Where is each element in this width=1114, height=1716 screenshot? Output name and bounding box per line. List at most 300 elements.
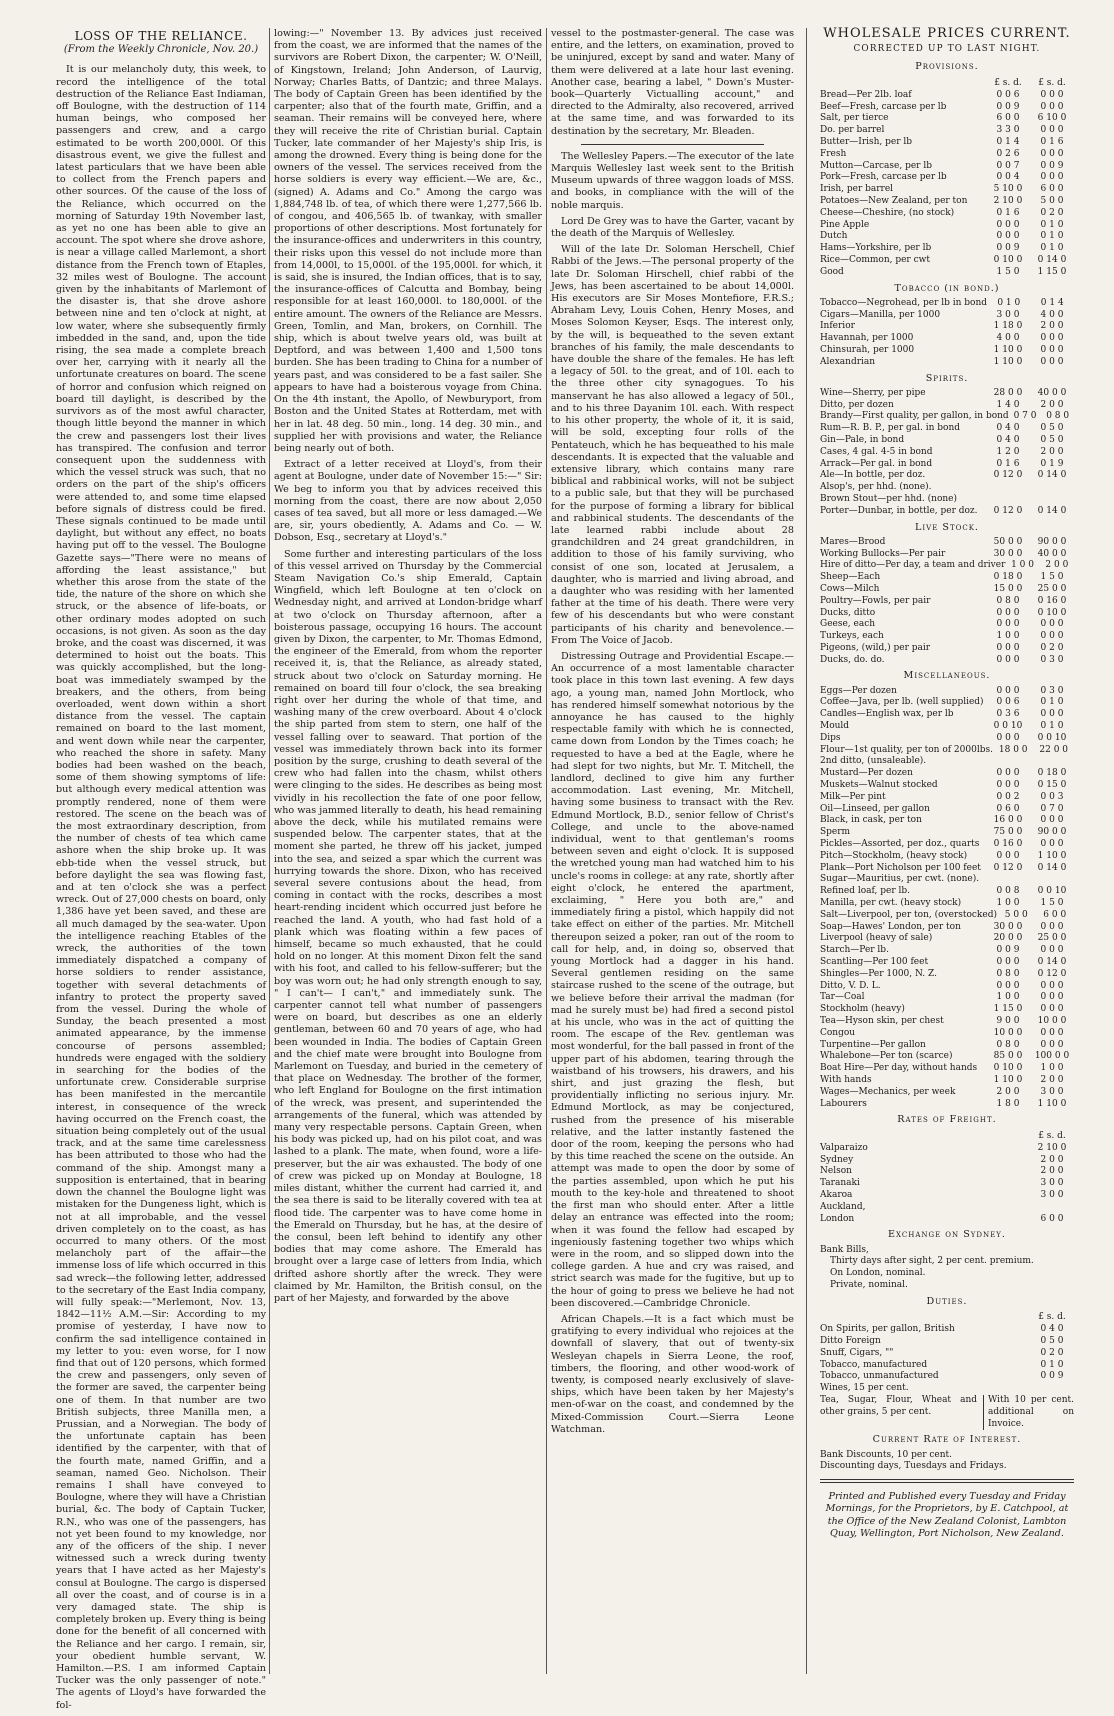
price-item: Pork—Fresh, carcase per lb bbox=[820, 172, 947, 183]
price-to: 1 10 0 bbox=[1037, 850, 1067, 861]
price-from: 85 0 0 bbox=[993, 1051, 1023, 1062]
paragraph: lowing:—" November 13. By advices just received from the coast, we are informed that the names of the survivors are Robert Dixon, the carpenter; W. O'Neill, of Kingstown, Ireland; John Anderson, of Laurvig, Norway; Charles Batts, of Dantzic; and three Malays. The body of Captain Green has been identified by the carpenter; also that of the fourth mate, Griffin, and a seaman. Their remains will be conveyed here, where they will receive the rite of Christian burial. Captain Tucker, late commander of her Majesty's ship Iris, is among the drowned. Every thing is being done for the owners of the vessel. The services received from the horse soldiers is every way efficient.—We are, &c., (signed) A. Adams and Co." Among the cargo was 1,884,748 lb. of tea, of which there were 1,277,566 lb. of congou, and 406,565 lb. of twankay, with smaller proportions of other descriptions. Most fortunately for the insurance-offices and underwriters in this country, their risks upon this vessel do not include more than from 14,000l, to 15,000l. of the 195,000l. for which, it is said, she is insured, the Indian offices, that is to say, the insurance-offices of Calcutta and Bombay, being responsible for at least 160,000l. to 180,000l. of the entire amount. The owners of the Reliance are Messrs. Green, Tomlin, and Man, brokers, on Cornhill. The ship, which is about twelve years old, was built at Deptford, and was between 1,400 and 1,500 tons burden. She has been trading to China for a number of years past, and was considered to be a fast sailer. She appears to have had a boisterous voyage from China. On the 4th instant, the Apollo, of Newburyport, from Boston and the United States at Rotterdam, met with her in lat. 48 deg. 50 min., long. 14 deg. 30 min., and supplied her with provisions and water, the Reliance being nearly out of both. bbox=[274, 28, 543, 454]
price-row bbox=[820, 815, 1074, 827]
price-row bbox=[820, 851, 1074, 863]
price-item: Brown Stout—per hhd. (none) bbox=[820, 493, 957, 504]
price-to: 1 0 0 bbox=[1040, 1063, 1064, 1074]
price-to: 25 0 0 bbox=[1037, 933, 1067, 944]
price-from: 0 0 9 bbox=[1040, 1371, 1064, 1382]
price-table bbox=[820, 686, 1074, 1111]
paragraph-distressing-outrage: Distressing Outrage and Providential Escape.—An occurrence of a most lamentable character took place in this town last evening. A few days ago, a young man, named John Mortlock, who has rendered himself somewhat notorious by the annoyance he has caused to the highly respectable family with which he is connected, came down from London by the Times coach; he requested to have a bed at the Eagle, where he had slept for two nights, but Mr. T. Mitchell, the landlord, declined to give him any further accommodation. Last evening, Mr. Mitchell, having some business to transact with the Rev. Edmund Mortlock, B.D., senior fellow of Christ's College, and uncle to the above-named individual, went to that gentleman's rooms between seven and eight o'clock. It is supposed the wretched young man had watched him to his uncle's rooms in college: at any rate, shortly after eight o'clock, he entered the apartment, exclaiming, " Here you both are," and immediately firing a pistol, which happily did not take effect on either of the parties. Mr. Mitchell thereupon seized a poker, ran out of the room to call for help, and, in doing so, observed that young Mortlock had a dagger in his hand. Several gentlemen residing on the same staircase rushed to the scene of the outrage, but we believe before their arrival the madman (for mad he surely must be) had fired a second pistol at his uncle, who was in the act of quitting the room. The escape of the Rev. gentleman was most wonderful, for the ball passed in front of the upper part of his abdomen, tearing through the waistband of his trowsers, his drawers, and his shirt, and just grazing the flesh, but providentially inflicting no serious injury. Mr. Edmund Mortlock, as may be conjectured, rushed from the presence of his miserable relative, and the latter instantly fastened the door of the room, keeping the persons who had by this time reached the scene on the outside. An attempt was made to open the door by some of the parties assembled, upon which he put his mouth to the key-hole and threatened to shoot the first man who should enter. After a little delay an entrance was effected into the room; when it was found the fellow had escaped by ingeniously fastening together two whips which were in the room, and so slipped down into the college garden. A hue and cry was raised, and strict search was made for the fugitive, but up to the hour of going to press we believe he had not been discovered.—Cambridge Chronicle. bbox=[551, 650, 794, 1309]
price-item: Pickles—Assorted, per doz., quarts bbox=[820, 839, 980, 850]
paragraph-african-chapels: African Chapels.—It is a fact which must be gratifying to every individual who rejoices at the downfall of slavery, that out of twenty-six Wesleyan chapels in Sierra Leone, the roof, timbers, the flooring, and other wood-work of twenty, is composed nearly exclusively of slave-ships, which have been taken by her Majesty's men-of-war on the coast, and condemned by the Mixed-Commission Court.—Sierra Leone Watchman. bbox=[551, 1313, 794, 1435]
price-to: 0 0 10 bbox=[1037, 886, 1067, 897]
price-item: Hire of ditto—Per day, a team and driver bbox=[820, 560, 1006, 571]
price-from: 0 1 4 bbox=[996, 137, 1020, 147]
price-to: 3 0 0 bbox=[1040, 1086, 1064, 1097]
article-source: (From the Weekly Chronicle, Nov. 20.) bbox=[63, 44, 259, 56]
section-heading: Live Stock. bbox=[915, 521, 979, 533]
price-from: 0 0 0 bbox=[996, 980, 1020, 991]
price-from: 0 0 2 bbox=[996, 791, 1020, 802]
price-table bbox=[820, 298, 1074, 369]
price-row bbox=[820, 957, 1074, 969]
price-item: Cows—Milch bbox=[820, 583, 880, 594]
price-to bbox=[1030, 756, 1074, 768]
price-from: 3 3 0 bbox=[996, 125, 1020, 136]
price-table bbox=[820, 537, 1074, 667]
price-row bbox=[820, 494, 1074, 506]
price-to: 1 10 0 bbox=[1037, 1098, 1067, 1109]
price-row bbox=[820, 933, 1074, 945]
price-item: Alexandrian bbox=[820, 356, 876, 367]
price-item: Ditto, V. D. L. bbox=[820, 980, 881, 991]
price-from: 0 8 0 bbox=[996, 968, 1020, 979]
price-from: 0 18 0 bbox=[993, 572, 1023, 583]
paragraph: Lord De Grey was to have the Garter, vacant by the death of the Marquis of Wellesley. bbox=[551, 215, 794, 240]
price-row bbox=[820, 243, 1074, 255]
price-from: 1 15 0 bbox=[993, 1004, 1023, 1015]
price-item: Turpentine—Per gallon bbox=[820, 1039, 926, 1050]
price-item: Havannah, per 1000 bbox=[820, 333, 914, 344]
price-from: 0 0 4 bbox=[996, 172, 1020, 183]
price-item: Black, in cask, per ton bbox=[820, 815, 922, 826]
section-heading: Tobacco (in bond.) bbox=[894, 282, 1000, 294]
price-from: 0 0 9 bbox=[996, 243, 1020, 254]
exchange-line: On London, nominal. bbox=[830, 1268, 926, 1279]
price-row bbox=[820, 1155, 1074, 1167]
price-row bbox=[820, 1336, 1074, 1348]
price-to: 40 0 0 bbox=[1037, 548, 1067, 559]
price-from: 1 0 0 bbox=[996, 992, 1020, 1003]
price-row bbox=[820, 756, 1074, 768]
price-from: 0 2 0 bbox=[1040, 1347, 1064, 1358]
price-row bbox=[820, 423, 1074, 435]
price-row bbox=[820, 321, 1074, 333]
price-row bbox=[820, 113, 1074, 125]
ad-valorem: Tea, Sugar, Flour, Wheat and other grains, 5 per cent. With 10 per cent. additional on Invoice. bbox=[820, 1394, 1074, 1429]
price-item: Wines, 15 per cent. bbox=[820, 1383, 909, 1394]
price-item: Ducks, ditto bbox=[820, 607, 876, 618]
price-item: Milk—Per pint bbox=[820, 791, 886, 802]
price-row bbox=[820, 1214, 1074, 1226]
price-from: 1 10 0 bbox=[993, 344, 1023, 355]
price-row bbox=[820, 721, 1074, 733]
price-row bbox=[820, 608, 1074, 620]
price-item: Mutton—Carcase, per lb bbox=[820, 160, 932, 171]
interest-line: Bank Discounts, 10 per cent. bbox=[820, 1449, 953, 1460]
price-row bbox=[820, 572, 1074, 584]
duties-table bbox=[820, 1324, 1074, 1395]
price-item: Shingles—Per 1000, N. Z. bbox=[820, 968, 937, 979]
price-row bbox=[820, 220, 1074, 232]
price-to: 0 14 0 bbox=[1037, 505, 1067, 516]
exchange-line: Private, nominal. bbox=[830, 1279, 908, 1290]
price-from: 0 0 0 bbox=[996, 607, 1020, 618]
column-rule bbox=[546, 28, 547, 1674]
price-to: 2 0 0 bbox=[1040, 321, 1064, 332]
column-2 bbox=[274, 28, 542, 1309]
price-row bbox=[820, 90, 1074, 102]
price-row bbox=[820, 780, 1074, 792]
price-item: Porter—Dunbar, in bottle, per doz. bbox=[820, 505, 978, 516]
price-row bbox=[820, 388, 1074, 400]
price-from: 30 0 0 bbox=[993, 548, 1023, 559]
price-to: 2 0 0 bbox=[1040, 399, 1064, 410]
price-row bbox=[820, 255, 1074, 267]
price-item: Mustard—Per dozen bbox=[820, 768, 913, 779]
price-item: Cigars—Manilla, per 1000 bbox=[820, 309, 941, 320]
price-row bbox=[820, 208, 1074, 220]
price-row bbox=[820, 560, 1074, 572]
prices-current bbox=[820, 28, 1074, 1540]
section-heading: Spirits. bbox=[925, 372, 969, 384]
price-from: 0 1 0 bbox=[997, 297, 1021, 308]
price-from: 0 5 0 bbox=[1040, 1335, 1064, 1346]
price-from: 30 0 0 bbox=[993, 921, 1023, 932]
column-rule bbox=[269, 28, 270, 1674]
price-from: 0 4 0 bbox=[996, 434, 1020, 445]
price-to: 0 0 0 bbox=[1040, 333, 1064, 344]
price-item: London bbox=[820, 1213, 855, 1224]
column-3 bbox=[551, 28, 794, 1440]
price-to: 0 1 9 bbox=[1040, 458, 1064, 469]
price-row bbox=[820, 827, 1074, 839]
price-from: 20 0 0 bbox=[993, 933, 1023, 944]
price-to: 0 0 0 bbox=[1040, 1004, 1064, 1015]
price-item: Candles—English wax, per lb bbox=[820, 709, 954, 720]
price-to: 0 0 0 bbox=[1040, 839, 1064, 850]
price-row bbox=[820, 1383, 1074, 1395]
price-row bbox=[820, 643, 1074, 655]
price-row bbox=[820, 631, 1074, 643]
price-row bbox=[820, 1028, 1074, 1040]
price-item: Whalebone—Per ton (scarce) bbox=[820, 1051, 953, 1062]
price-to: 0 10 0 bbox=[1037, 607, 1067, 618]
price-from: 0 0 0 bbox=[996, 231, 1020, 242]
price-to: 1 5 0 bbox=[1040, 572, 1064, 583]
price-row bbox=[820, 1360, 1074, 1372]
price-to: 1 5 0 bbox=[1040, 898, 1064, 909]
price-from: 0 12 0 bbox=[993, 862, 1023, 873]
price-from: 1 18 0 bbox=[993, 321, 1023, 332]
price-item: Alsop's, per hhd. (none). bbox=[820, 482, 932, 493]
price-to: 0 3 0 bbox=[1040, 685, 1064, 696]
price-from: 4 0 0 bbox=[996, 333, 1020, 344]
price-row bbox=[820, 267, 1074, 279]
price-row bbox=[820, 298, 1074, 310]
price-from: 0 0 0 bbox=[996, 619, 1020, 630]
prices-title: WHOLESALE PRICES CURRENT. bbox=[823, 26, 1071, 41]
price-item: Irish, per barrel bbox=[820, 184, 894, 195]
price-row bbox=[820, 886, 1074, 898]
price-from: 0 0 0 bbox=[996, 685, 1020, 696]
price-item: Wine—Sherry, per pipe bbox=[820, 387, 926, 398]
price-item: 2nd ditto, (unsaleable). bbox=[820, 756, 927, 767]
price-to: 0 0 0 bbox=[1040, 1027, 1064, 1038]
price-row bbox=[820, 172, 1074, 184]
price-from: 0 0 7 bbox=[996, 160, 1020, 171]
price-from bbox=[1030, 1202, 1074, 1214]
price-row bbox=[820, 1063, 1074, 1075]
price-from: 2 0 0 bbox=[996, 1086, 1020, 1097]
price-row bbox=[820, 768, 1074, 780]
price-from: 0 0 0 bbox=[996, 732, 1020, 743]
price-item: Congou bbox=[820, 1027, 856, 1038]
price-from: 0 0 0 bbox=[996, 850, 1020, 861]
section-heading: Rates of Freight. bbox=[897, 1114, 997, 1126]
price-row bbox=[820, 804, 1074, 816]
price-row bbox=[820, 1087, 1074, 1099]
price-item: Boat Hire—Per day, without hands bbox=[820, 1063, 978, 1074]
price-item: Coffee—Java, per lb. (well supplied) bbox=[820, 697, 984, 708]
price-item: Ale—In bottle, per doz. bbox=[820, 470, 926, 481]
price-from: 28 0 0 bbox=[993, 387, 1023, 398]
price-item: Auckland, bbox=[820, 1201, 866, 1212]
section-heading: Miscellaneous. bbox=[903, 670, 991, 682]
price-item: Rice—Common, per cwt bbox=[820, 254, 930, 265]
price-from: 0 0 0 bbox=[996, 219, 1020, 230]
price-from: 0 16 0 bbox=[993, 839, 1023, 850]
price-item: Potatoes—New Zealand, per ton bbox=[820, 195, 968, 206]
price-from: 0 0 9 bbox=[996, 945, 1020, 956]
price-item: Stockholm (heavy) bbox=[820, 1004, 905, 1015]
price-row bbox=[820, 1202, 1074, 1214]
price-item: Tobacco, unmanufactured bbox=[820, 1371, 939, 1382]
price-to: 0 16 0 bbox=[1037, 595, 1067, 606]
price-item: Good bbox=[820, 266, 844, 277]
price-to: 0 0 0 bbox=[1040, 148, 1064, 159]
price-item: Salt, per tierce bbox=[820, 113, 889, 124]
price-from bbox=[986, 494, 1030, 506]
price-from: 0 1 0 bbox=[1040, 1359, 1064, 1370]
price-to: 6 10 0 bbox=[1037, 113, 1067, 124]
price-to: 0 14 0 bbox=[1037, 254, 1067, 265]
price-row bbox=[820, 863, 1074, 875]
money-header: £ s. d. bbox=[1038, 1311, 1066, 1322]
price-item: Flour—1st quality, per ton of 2000lbs. bbox=[820, 744, 993, 755]
price-from: 6 0 0 bbox=[996, 113, 1020, 124]
price-to: 100 0 0 bbox=[1034, 1051, 1070, 1062]
price-to: 0 15 0 bbox=[1037, 780, 1067, 791]
price-item: With hands bbox=[820, 1074, 872, 1085]
price-from: 0 10 0 bbox=[993, 1063, 1023, 1074]
price-to: 0 0 0 bbox=[1040, 101, 1064, 112]
price-from bbox=[986, 482, 1030, 494]
price-item: Arrack—Per gal. in bond bbox=[820, 458, 933, 469]
price-to: 0 0 0 bbox=[1040, 356, 1064, 367]
price-to: 5 0 0 bbox=[1040, 195, 1064, 206]
price-item: Fresh bbox=[820, 148, 847, 159]
price-to: 0 7 0 bbox=[1040, 803, 1064, 814]
price-to bbox=[1030, 874, 1074, 886]
price-item: Pigeons, (wild,) per pair bbox=[820, 642, 931, 653]
price-to: 0 1 0 bbox=[1040, 243, 1064, 254]
price-row bbox=[820, 1051, 1074, 1063]
price-item: Labourers bbox=[820, 1098, 867, 1109]
price-row bbox=[820, 435, 1074, 447]
price-item: Turkeys, each bbox=[820, 631, 884, 642]
price-item: Dips bbox=[820, 732, 841, 743]
price-item: Working Bullocks—Per pair bbox=[820, 548, 946, 559]
price-row bbox=[820, 733, 1074, 745]
price-to: 0 2 0 bbox=[1040, 207, 1064, 218]
price-row bbox=[820, 1324, 1074, 1336]
price-from: 3 0 0 bbox=[1040, 1189, 1064, 1200]
price-to: 0 1 0 bbox=[1040, 231, 1064, 242]
price-from: 5 0 0 bbox=[1004, 909, 1028, 920]
price-table bbox=[820, 388, 1074, 518]
price-from: 0 0 6 bbox=[996, 697, 1020, 708]
paragraph: Some further and interesting particulars of the loss of this vessel arrived on Thursday by the Commercial Steam Navigation Co.'s ship Emerald, Captain Wingfield, which left Boulogne at ten o'clock on Wednesday night, and arrived at London-bridge wharf at two o'clock on Thursday afternoon, after a boisterous passage, occupying 16 hours. The account given by Dixon, the carpenter, to Mr. Thomas Edmond, the engineer of the Emerald, from whom the reporter received it, is, that the Reliance, as already stated, struck about two o'clock on Saturday morning. He remained on board till four o'clock, the sea breaking right over her during the whole of that time, and washing many of the crew overboard. About 4 o'clock the ship parted from stem to stern, one half of the vessel falling over to seaward. That portion of the vessel was immediately thrown back into its former position by the surge, crushing to death several of the crew who had fallen into the chasm, whilst others were clinging to the sides. He describes as being most vividly in his recollection the fate of one poor fellow, who was jammed literally to death, his head remaining above the deck, while his mutilated remains were suspended below. The carpenter states, that at the moment she parted, he threw off his jacket, jumped into the sea, and seized a spar which the current was hurrying towards the shore. Dixon, who has received several severe contusions about the head, from coming in contact with the rocks, describes a most heart-rending incident which occurred just before he reached the land. A youth, who had fast hold of a plank which was floating within a few paces of himself, became so much exhausted, that he could hold on no longer. At this moment Dixon felt the sand with his foot, and called to his fellow-sufferer; but the boy was worn out; he had only strength enough to say, " I can't— I can't," and immediately sunk. The carpenter cannot tell what number of passengers were on board, but describes as one an elderly gentleman, between 60 and 70 years of age, who had been wounded in India. The bodies of Captain Green and the chief mate were brought into Boulogne from Marlemont on Tuesday, and buried in the cemetery of that place on Wednesday. The brother of the former, who left England for Boulogne on the first intimation of the wreck, was present, and superintended the arrangements of the funeral, which was attended by many very respectable persons. Captain Green, when his body was picked up, had on his pilot coat, and was lashed to a plank. The mate, when found, wore a life-preserver, but the air was exhausted. The body of one of crew was picked up on Monday at Boulogne, 18 miles distant, whither the current had carried it, and the sea there is said to be literally covered with tea at flood tide. The carpenter was to have come home in the Emerald on Thursday, but he has, at the desire of the consul, been left behind to identify any other bodies that may come ashore. The Emerald has brought over a large case of letters from India, which drifted ashore shortly after the wreck. They were claimed by Mr. Hamilton, the British consul, on the part of her Majesty, and forwarded by the above bbox=[274, 548, 542, 1304]
price-to: 0 0 3 bbox=[1040, 791, 1064, 802]
price-item: Ducks, do. do. bbox=[820, 654, 885, 665]
price-to: 0 1 0 bbox=[1040, 219, 1064, 230]
price-from: 0 0 0 bbox=[996, 768, 1020, 779]
price-item: Tar—Coal bbox=[820, 992, 865, 1003]
price-to: 0 0 0 bbox=[1040, 945, 1064, 956]
price-row bbox=[820, 596, 1074, 608]
price-to: 0 5 0 bbox=[1040, 434, 1064, 445]
price-row bbox=[820, 1190, 1074, 1202]
column-1 bbox=[56, 28, 266, 1716]
price-item: Cases, 4 gal. 4-5 in bond bbox=[820, 446, 933, 457]
price-to: 0 3 0 bbox=[1040, 654, 1064, 665]
price-row bbox=[820, 839, 1074, 851]
price-row bbox=[820, 1178, 1074, 1190]
price-from: 9 0 0 bbox=[996, 1016, 1020, 1026]
price-item: Butter—Irish, per lb bbox=[820, 137, 913, 147]
price-item: Brandy—First quality, per gallon, in bond bbox=[820, 411, 1009, 422]
price-row bbox=[820, 482, 1074, 494]
price-row bbox=[820, 1099, 1074, 1111]
price-from: 1 10 0 bbox=[993, 1074, 1023, 1085]
price-row bbox=[820, 549, 1074, 561]
price-item: Chinsurah, per 1000 bbox=[820, 344, 915, 355]
price-item: Scantling—Per 100 feet bbox=[820, 957, 929, 968]
price-item: Eggs—Per dozen bbox=[820, 685, 897, 696]
price-from: 1 5 0 bbox=[996, 266, 1020, 277]
price-from: 0 12 0 bbox=[993, 505, 1023, 516]
price-row bbox=[820, 184, 1074, 196]
price-from bbox=[1030, 1383, 1074, 1395]
price-to: 90 0 0 bbox=[1037, 827, 1067, 838]
paragraph: It is our melancholy duty, this week, to record the intelligence of the total destruction of the Reliance East Indiaman, off Boulogne, with the destruction of 114 human beings, who composed her passengers and crew, and a cargo estimated to be worth 200,000l. Of this disastrous event, we give the fullest and latest particulars that we have been able to collect from the French papers and other sources. Of the cause of the loss of the Reliance, which occurred on the morning of Saturday 19th November last, as yet no one has been able to give an account. The spot where she drove ashore, is near a village called Marlemont, a short distance from the French town of Etaples, 32 miles west of Boulogne. The account given by the inhabitants of Marlemont of the disaster is, that she drove ashore between nine and ten o'clock at night, at low water, where she subsequently firmly imbedded in the sand, and, upon the tide rising, the sea made a complete breach over her, carrying with it nearly all the unfortunate creatures on board. The scene of horror and confusion which reigned on board till daylight, is described by the survivors as of the most awful character, though little beyond the manner in which the crew and passengers lost their lives has transpired. The confusion and terror consequent upon the suddenness with which the vessel struck was such, that no orders on the part of the ship's officers were attended to, and some time elapsed before signals of distress could be fired. These signals continued to be made until daylight, but without any effect, no boats having put off to the vessel. The Boulogne Gazette says—"There were no means of affording the least assistance," but whether this arose from the state of the tide, the nature of the shore on which she struck, or the absence of life-boats, or other ordinary modes adopted on such occasions, is not given. As soon as the day broke, and the coast was discerned, it was determined to hoist out the boats. This was quickly accomplished, but the long-boat was immediately swamped by the breakers, and the others, from being overloaded, went down within a short distance from the vessel. The captain remained on board to the last moment, and went down while near the carpenter, who reached the shore in safety. Many bodies had been washed on the beach, some of them showing symptoms of life: but although every medical attention was promptly rendered, none of them were restored. The scene on the beach was of the most extraordinary description, from the number of chests of tea which came ashore when the ship broke up. It was ebb-tide when the vessel struck, but before daylight the sea was flowing fast, and at ten o'clock she was a perfect wreck. Out of 27,000 chests on board, only 1,386 have yet been saved, and these are all much damaged by the sea-water. Upon the intelligence reaching Etables of the wreck, the authorities of the town immediately dispatched a company of horse soldiers to render assistance, together with several detachments of infantry to protect the property saved from the vessel. During the whole of Sunday, the beach presented a most animated appearance, by the immense concourse of persons assembled; hundreds were engaged with the soldiery in searching for the bodies of the unfortunate crew. Considerable surprise has been manifested in the mercantile interest, in consequence of the wreck having occurred on the French coast, the situation being completely out of the usual track, and at the same time carelessness has been attributed to those who had the command of the ship. Amongst many a supposition is entertained, that in bearing down the channel the Boulogne light was mistaken for the Dungeness light, which is not at all improbable, and the vessel driven completely on to the coast, as has occurred to many others. Of the most melancholy part of the affair—the immense loss of life which occurred in this sad wreck—the following letter, addressed to the secretary of the East India company, will fully speak:—"Merlemont, Nov. 13, 1842—11½ A.M.—Sir: According to my promise of yesterday, I have now to confirm the sad intelligence contained in my letter to you: even worse, for I now find that out of 120 persons, which formed the crew and passengers, only seven of the former are saved, the carpenter being one of them. In that number are two British subjects, three Manilla men, a Prussian, and a Norwegian. The body of the unfortunate captain has been identified by the carpenter, with that of the fourth mate, named Griffin, and a seaman, named Geo. Nicholson. Their remains I shall have conveyed to Boulogne, where they will have a Christian burial, &c. The body of Captain Tucker, R.N., who was one of the passengers, has not yet been found to my knowledge, nor any of the officers of the ship. I never witnessed such a wreck during twenty years that I have acted as her Majesty's consul at Boulogne. The cargo is dispersed all over the coast, and of course is in a very damaged state. The ship is completely broken up. Every thing is being done for the benefit of all concerned with the Reliance and her cargo. I remain, sir, your obedient humble servant, W. Hamilton.—P.S. I am informed Captain Tucker was the only passenger of note." The agents of Lloyd's have forwarded the fol- bbox=[56, 64, 266, 1711]
price-item: Pine Apple bbox=[820, 219, 870, 230]
price-row bbox=[820, 149, 1074, 161]
price-to: 1 15 0 bbox=[1037, 266, 1067, 277]
price-item: Muskets—Walnut stocked bbox=[820, 780, 938, 791]
price-item: Salt—Liverpool, per ton, (overstocked) bbox=[820, 909, 997, 920]
price-item: Taranaki bbox=[820, 1178, 860, 1189]
price-to: 0 1 4 bbox=[1040, 297, 1064, 308]
price-from: 0 4 0 bbox=[996, 423, 1020, 434]
price-from: 0 2 6 bbox=[996, 148, 1020, 159]
price-to: 0 0 0 bbox=[1040, 344, 1064, 355]
price-row bbox=[820, 1143, 1074, 1155]
price-to: 0 14 0 bbox=[1037, 470, 1067, 481]
price-row bbox=[820, 1166, 1074, 1178]
exchange-line: Thirty days after sight, 2 per cent. premium. bbox=[830, 1256, 1034, 1267]
price-row bbox=[820, 619, 1074, 631]
exchange-line: Bank Bills, bbox=[820, 1244, 869, 1255]
price-from: 0 0 6 bbox=[996, 89, 1020, 100]
price-item: Manilla, per cwt. (heavy stock) bbox=[820, 898, 962, 909]
price-to: 0 0 0 bbox=[1040, 921, 1064, 932]
price-row bbox=[820, 459, 1074, 471]
price-from: 0 0 0 bbox=[996, 957, 1020, 968]
price-row bbox=[820, 357, 1074, 369]
price-item: Mares—Brood bbox=[820, 536, 886, 547]
price-from: 0 4 0 bbox=[1040, 1324, 1064, 1335]
money-header: £ s. d. bbox=[1038, 1130, 1066, 1141]
price-to: 0 0 10 bbox=[1037, 732, 1067, 743]
price-row bbox=[820, 1371, 1074, 1383]
price-item: Inferior bbox=[820, 321, 855, 332]
price-to bbox=[1030, 494, 1074, 506]
price-row bbox=[820, 1004, 1074, 1016]
price-row bbox=[820, 125, 1074, 137]
article-title: LOSS OF THE RELIANCE. bbox=[74, 29, 248, 43]
price-from: 1 0 0 bbox=[996, 631, 1020, 642]
price-item: Plank—Port Nicholson per 100 feet bbox=[820, 862, 981, 873]
price-to: 0 0 9 bbox=[1040, 160, 1064, 171]
price-row bbox=[820, 992, 1074, 1004]
price-row bbox=[820, 161, 1074, 173]
price-item: Tobacco—Negrohead, per lb in bond bbox=[820, 297, 988, 308]
price-row bbox=[820, 470, 1074, 482]
price-row bbox=[820, 1075, 1074, 1087]
price-row bbox=[820, 102, 1074, 114]
price-item: Tobacco, manufactured bbox=[820, 1359, 928, 1370]
price-to: 2 0 0 bbox=[1040, 446, 1064, 457]
price-item: Do. per barrel bbox=[820, 125, 885, 136]
price-item: Rum—R. B. P., per gal. in bond bbox=[820, 423, 961, 434]
price-from bbox=[986, 756, 1030, 768]
price-to: 0 0 0 bbox=[1040, 992, 1064, 1003]
price-item: Cheese—Cheshire, (no stock) bbox=[820, 207, 955, 218]
price-to: 0 0 0 bbox=[1040, 125, 1064, 136]
price-row bbox=[820, 686, 1074, 698]
price-item: Refined loaf, per lb. bbox=[820, 886, 910, 897]
price-to: 6 0 0 bbox=[1040, 184, 1064, 195]
price-to: 0 5 0 bbox=[1040, 423, 1064, 434]
price-item: Liverpool (heavy of sale) bbox=[820, 933, 933, 944]
price-item: Ditto Foreign bbox=[820, 1335, 881, 1346]
price-from: 1 8 0 bbox=[996, 1098, 1020, 1109]
price-row bbox=[820, 196, 1074, 208]
price-from: 0 0 10 bbox=[993, 721, 1023, 732]
price-from: 1 10 0 bbox=[993, 356, 1023, 367]
price-item: Sugar—Mauritius, per cwt. (none). bbox=[820, 874, 980, 885]
price-to: 4 0 0 bbox=[1040, 309, 1064, 320]
price-from: 15 0 0 bbox=[993, 583, 1023, 594]
price-row bbox=[820, 910, 1074, 922]
price-to: 0 8 0 bbox=[1046, 411, 1070, 422]
price-from: 16 0 0 bbox=[993, 815, 1023, 826]
price-from: 2 0 0 bbox=[1040, 1166, 1064, 1177]
price-row bbox=[820, 411, 1074, 423]
price-to: 6 0 0 bbox=[1043, 909, 1067, 920]
price-from: 75 0 0 bbox=[993, 827, 1023, 838]
price-row bbox=[820, 231, 1074, 243]
price-to: 0 0 0 bbox=[1040, 172, 1064, 183]
paragraph-will-of-rabbi: Will of the late Dr. Soloman Herschell, Chief Rabbi of the Jews.—The personal property of the late Dr. Soloman Hirschell, chief rabbi of the Jews, has been ascertained to be about 14,000l. His executors are Sir Moses Montefiore, F.R.S.; Abraham Levy, Louis Cohen, Henry Moses, and Moses Solomon Keyser, Esqs. The interest only, by the will, is bequeathed to the seven extant branches of his family, the male descendants to have double the share of the females. He has left a legacy of 50l. to the great, and of 10l. each to the three other city synagogues. To his manservant he has also allowed a legacy of 50l., and to his three Dayanim 10l. each. With respect to his other property, the whole of it, it is said, will be sold, excepting four rolls of the Pentateuch, which he has bequeathed to his male descendants. It is expected that the valuable and extensive library, which contains many rare biblical and rabbinical works, will not be subject to a public sale, but that they will be purchased for the purpose of forming a library for biblical and rabbinical students. The descendants of the late learned rabbi include about 28 grandchildren and 24 great grandchildren, in addition to those of his family surviving, who consist of one son, located at Jerusalem, a daughter, who is married and living abroad, and a daughter who was residing with her lamented father at the time of his death. There were very few of his descendants but who were constant participants of his charity and benevolence.—From The Voice of Jacob. bbox=[551, 244, 794, 646]
price-row bbox=[820, 874, 1074, 886]
price-item: Soap—Hawes' London, per ton bbox=[820, 921, 961, 932]
price-to: 0 0 0 bbox=[1040, 89, 1064, 100]
freight-table bbox=[820, 1143, 1074, 1226]
price-row bbox=[820, 345, 1074, 357]
